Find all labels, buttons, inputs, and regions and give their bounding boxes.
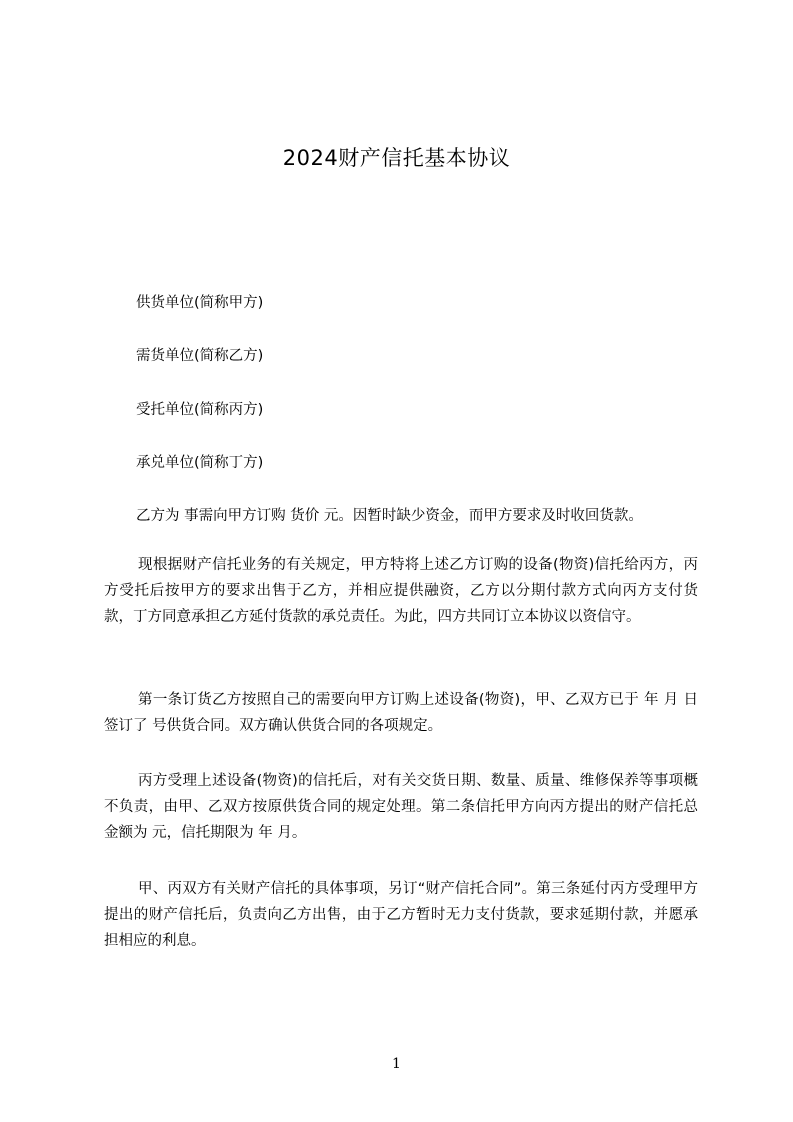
paragraph-article-1: 第一条订货乙方按照自己的需要向甲方订购上述设备(物资)，甲、乙双方已于 年 月 日签订了 号供货合同。双方确认供货合同的各项规定。	[104, 692, 698, 734]
party-trustee: 受托单位(简称丙方)	[136, 402, 264, 418]
document-title: 2024财产信托基本协议	[282, 146, 511, 170]
paragraph-trust-basis: 现根据财产信托业务的有关规定，甲方特将上述乙方订购的设备(物资)信托给丙方，丙方受托后按甲方的要求出售于乙方，并相应提供融资，乙方以分期付款方式向丙方支付货款，丁方同意承担乙方延付货款的承兑责任。为此，四方共同订立本协议以资信守。	[104, 557, 698, 625]
party-buyer: 需货单位(简称乙方)	[136, 348, 264, 364]
paragraph-article-2: 丙方受理上述设备(物资)的信托后，对有关交货日期、数量、质量、维修保养等事项概不负责，由甲、乙双方按原供货合同的规定处理。第二条信托甲方向丙方提出的财产信托总金额为 元，信托期限为 年 月。	[104, 773, 698, 841]
page-number: 1	[392, 1056, 401, 1072]
party-supplier: 供货单位(简称甲方)	[136, 295, 264, 311]
paragraph-article-3: 甲、丙双方有关财产信托的具体事项，另订“财产信托合同”。第三条延付丙方受理甲方提出的财产信托后，负责向乙方出售，由于乙方暂时无力支付货款，要求延期付款，并愿承担相应的利息。	[104, 881, 698, 949]
intro-line: 乙方为 事需向甲方订购 货价 元。因暂时缺少资金，而甲方要求及时收回货款。	[136, 508, 643, 524]
party-acceptor: 承兑单位(简称丁方)	[136, 455, 264, 471]
